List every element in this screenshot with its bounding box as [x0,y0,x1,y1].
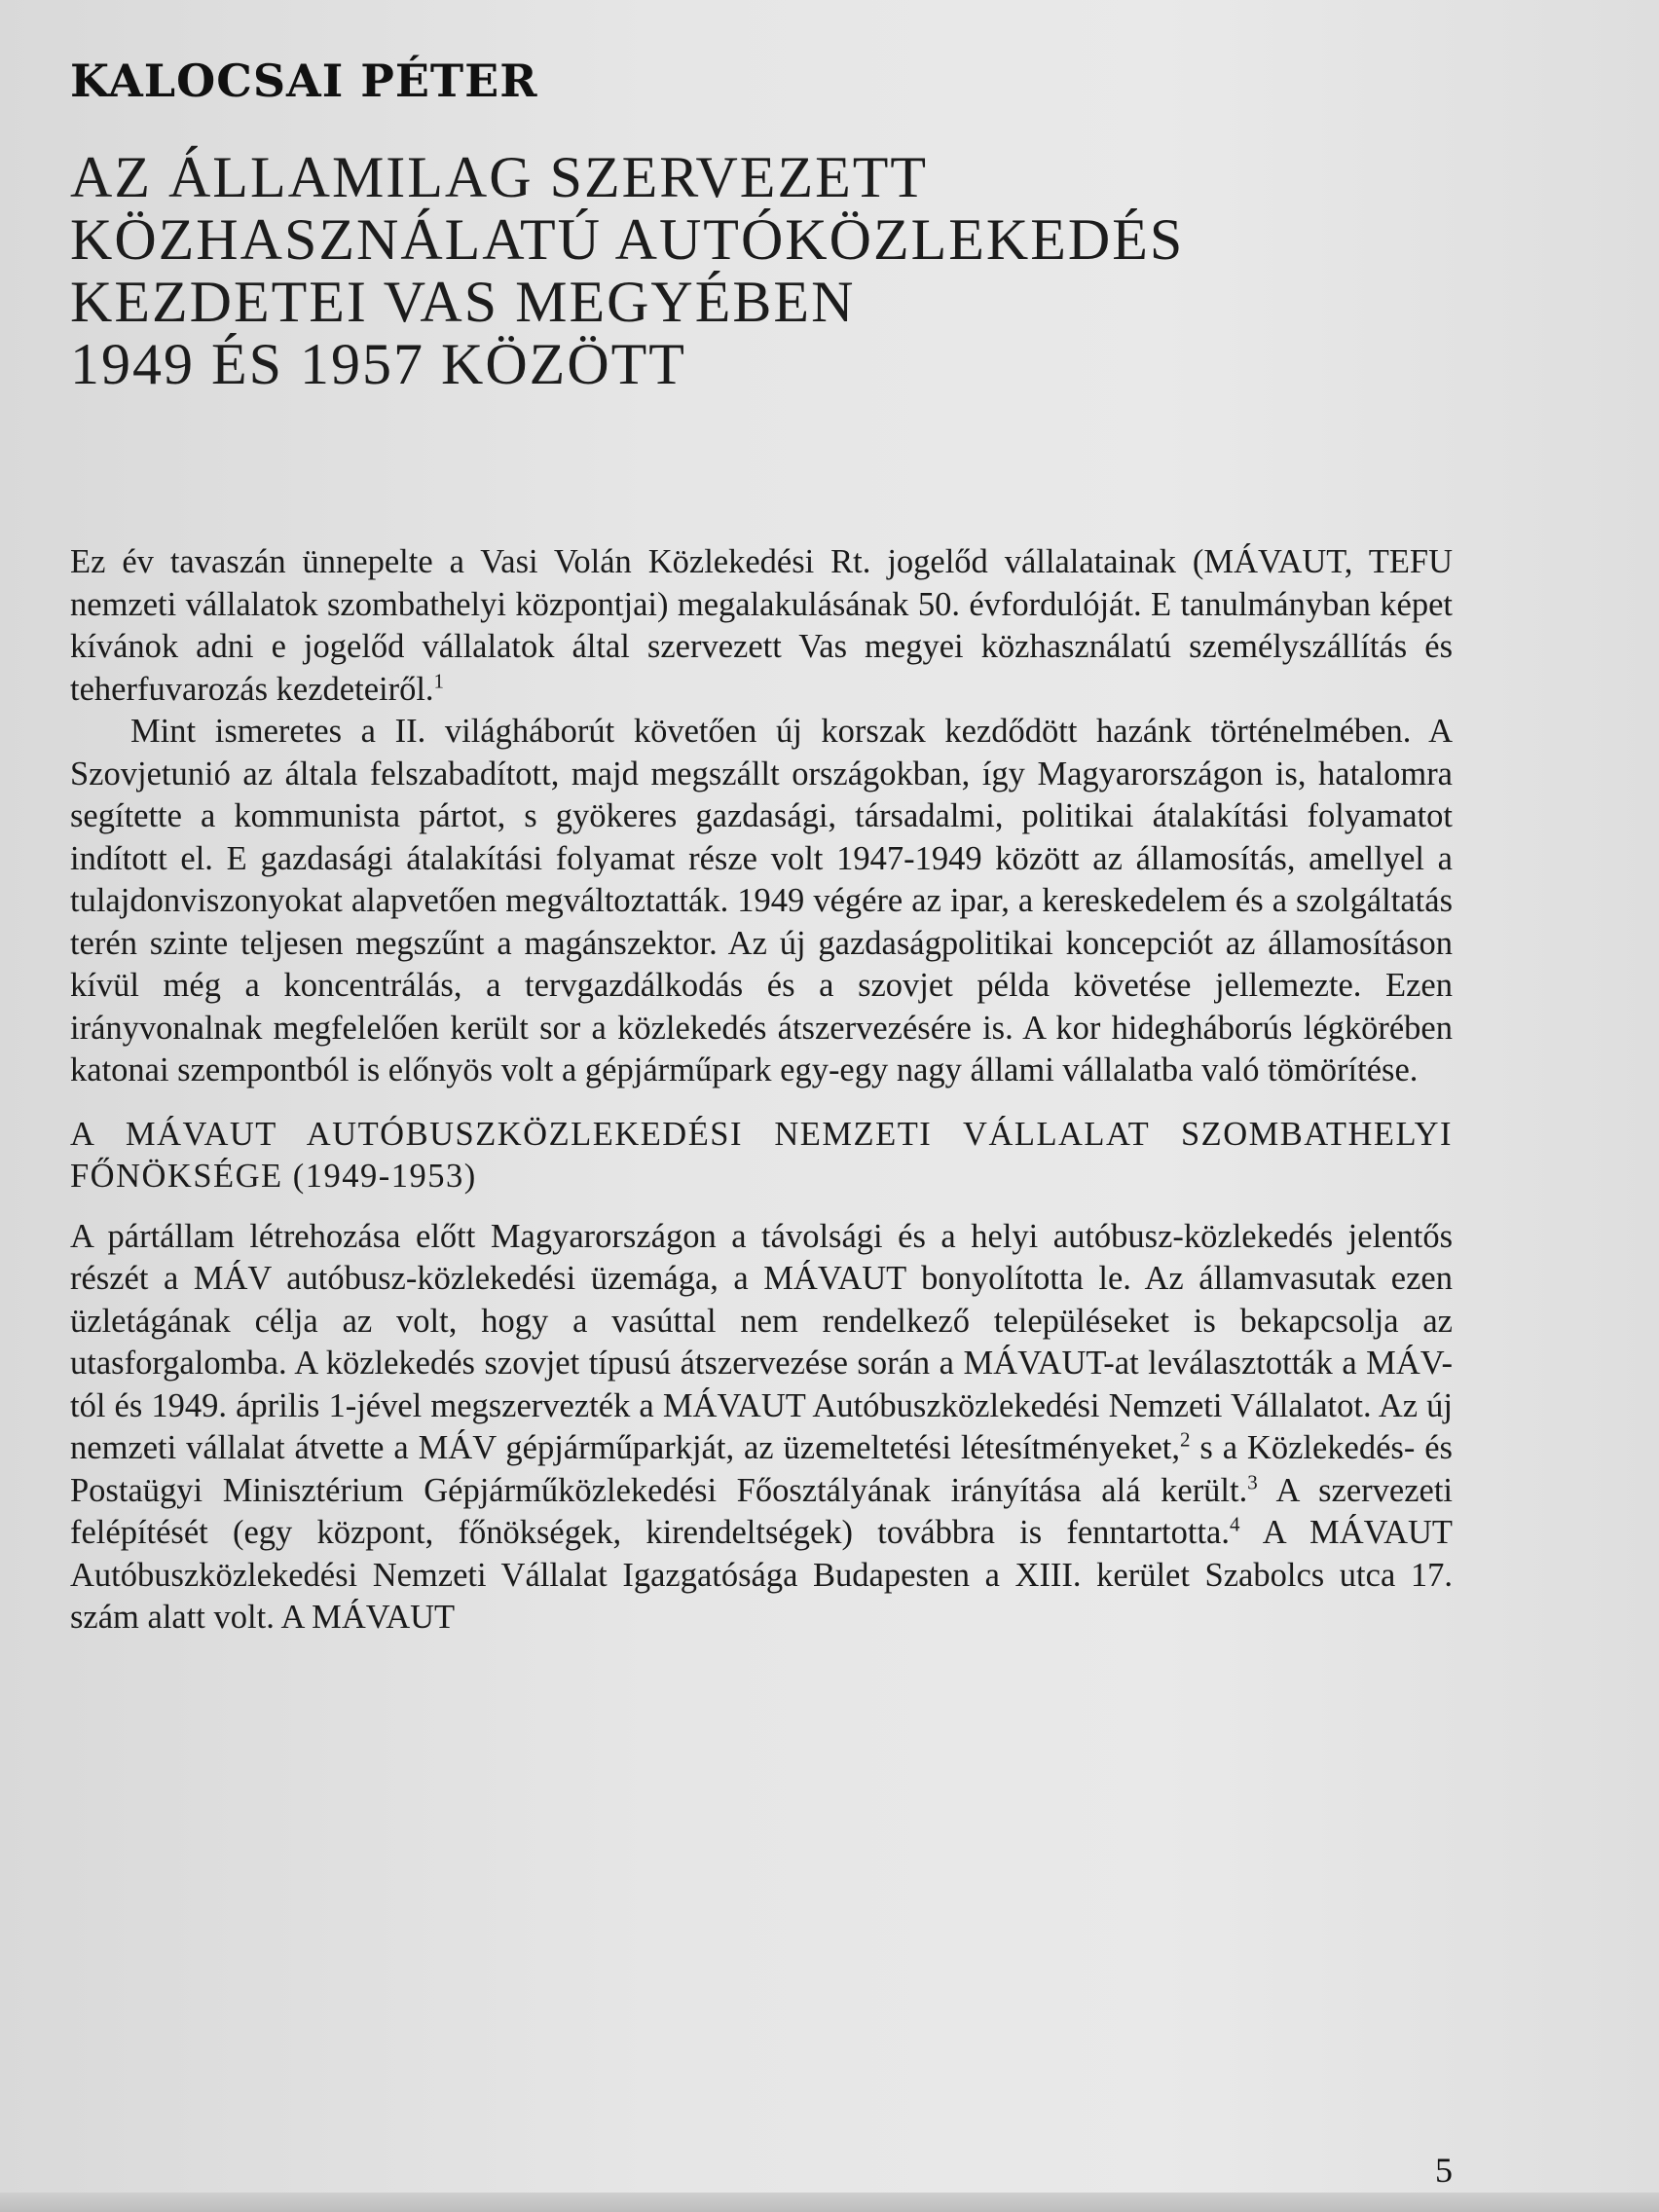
footnote-marker: 4 [1230,1512,1240,1536]
footnote-marker: 3 [1247,1470,1258,1493]
page-edge [0,2193,1659,2212]
intro-text: Ez év tavaszán ünnepelte a Vasi Volán Közlekedési Rt. jogelőd vállalatainak (MÁVAUT, TEFU nemzeti vállalatok szombathelyi központjai) megalakulásának 50. évfordulóját. E tanulmányban képet kívánok adni e jogelőd vállalatok által szervezett Vas megyei közhasználatú személyszállítás és teherfuvarozás kezdeteiről. [70,543,1453,708]
title-line: KÖZHASZNÁLATÚ AUTÓKÖZLEKEDÉS [70,207,1185,272]
paragraph-text: s a Közlekedés- és Postaügyi Minisztérium Gépjárműközlekedési Főosztályának irányítása alá került. [70,1429,1453,1509]
paragraph-text: A szervezeti felépítését (egy központ, főnökségek, kirendeltségek) továbbra is fenntartotta. [70,1471,1453,1551]
title-line: 1949 ÉS 1957 KÖZÖTT [70,332,686,396]
title-line: AZ ÁLLAMILAG SZERVEZETT [70,145,929,209]
body-paragraph: Mint ismeretes a II. világháborút követően új korszak kezdődött hazánk történelmében. A Szovjetunió az általa felszabadított, majd megszállt országokban, így Magyarországon is, hatalomra segítette a kommunista pártot, s gyökeres gazdasági, társadalmi, politikai átalakítási folyamatot indított el. E gazdasági átalakítási folyamat része volt 1947-1949 között az államosítás, amellyel a tulajdonviszonyokat alapvetően megváltoztatták. 1949 végére az ipar, a kereskedelem és a szolgáltatás terén szinte teljesen megszűnt a magánszektor. Az új gazdaságpolitikai koncepciót az államosításon kívül még a koncentrálás, a tervgazdálkodás és a szovjet példa követése jellemezte. Ezen irányvonalnak megfelelően került sor a közlekedés átszervezésére is. A kor hidegháborús légkörében katonai szempontból is előnyös volt a gépjárműpark egy-egy nagy állami vállalatba való tömörítése. [70,713,1453,1088]
paragraph-text: A MÁVAUT Autóbuszközlekedési Nemzeti Vállalat Igazgatósága Budapesten a XIII. kerület Szabolcs utca 17. szám alatt volt. A MÁVAUT [70,1514,1453,1636]
article-title [70,146,1453,395]
footnote-marker: 2 [1179,1427,1191,1452]
intro-paragraph [70,541,1453,711]
body-paragraph [70,1216,1453,1640]
title-line: KEZDETEI VAS MEGYÉBEN [70,270,856,334]
page-number: 5 [1435,2151,1453,2190]
footnote-marker: 1 [433,669,445,692]
section-heading: A MÁVAUT AUTÓBUSZKÖZLEKEDÉSI NEMZETI VÁLLALAT SZOMBATHELYI FŐNÖKSÉGE (1949-1953) [70,1115,1453,1195]
author-name: KALOCSAI PÉTER [70,55,538,107]
page-content [70,55,1453,1640]
paragraph-text: A pártállam létrehozása előtt Magyarországon a távolsági és a helyi autóbusz-közlekedés jelentős részét a MÁV autóbusz-közlekedési üzemága, a MÁVAUT bonyolította le. Az államvasutak ezen üzletágának célja az volt, hogy a vasúttal nem rendelkező településeket is bekapcsolja az utasforgalomba. A közlekedés szovjet típusú átszervezése során a MÁVAUT-at leválasztották a MÁV-tól és 1949. április 1-jével megszervezték a MÁVAUT Autóbuszközlekedési Nemzeti Vállalatot. Az új nemzeti vállalat átvette a MÁV gépjárműparkját, az üzemeltetési létesítményeket, [70,1217,1453,1466]
